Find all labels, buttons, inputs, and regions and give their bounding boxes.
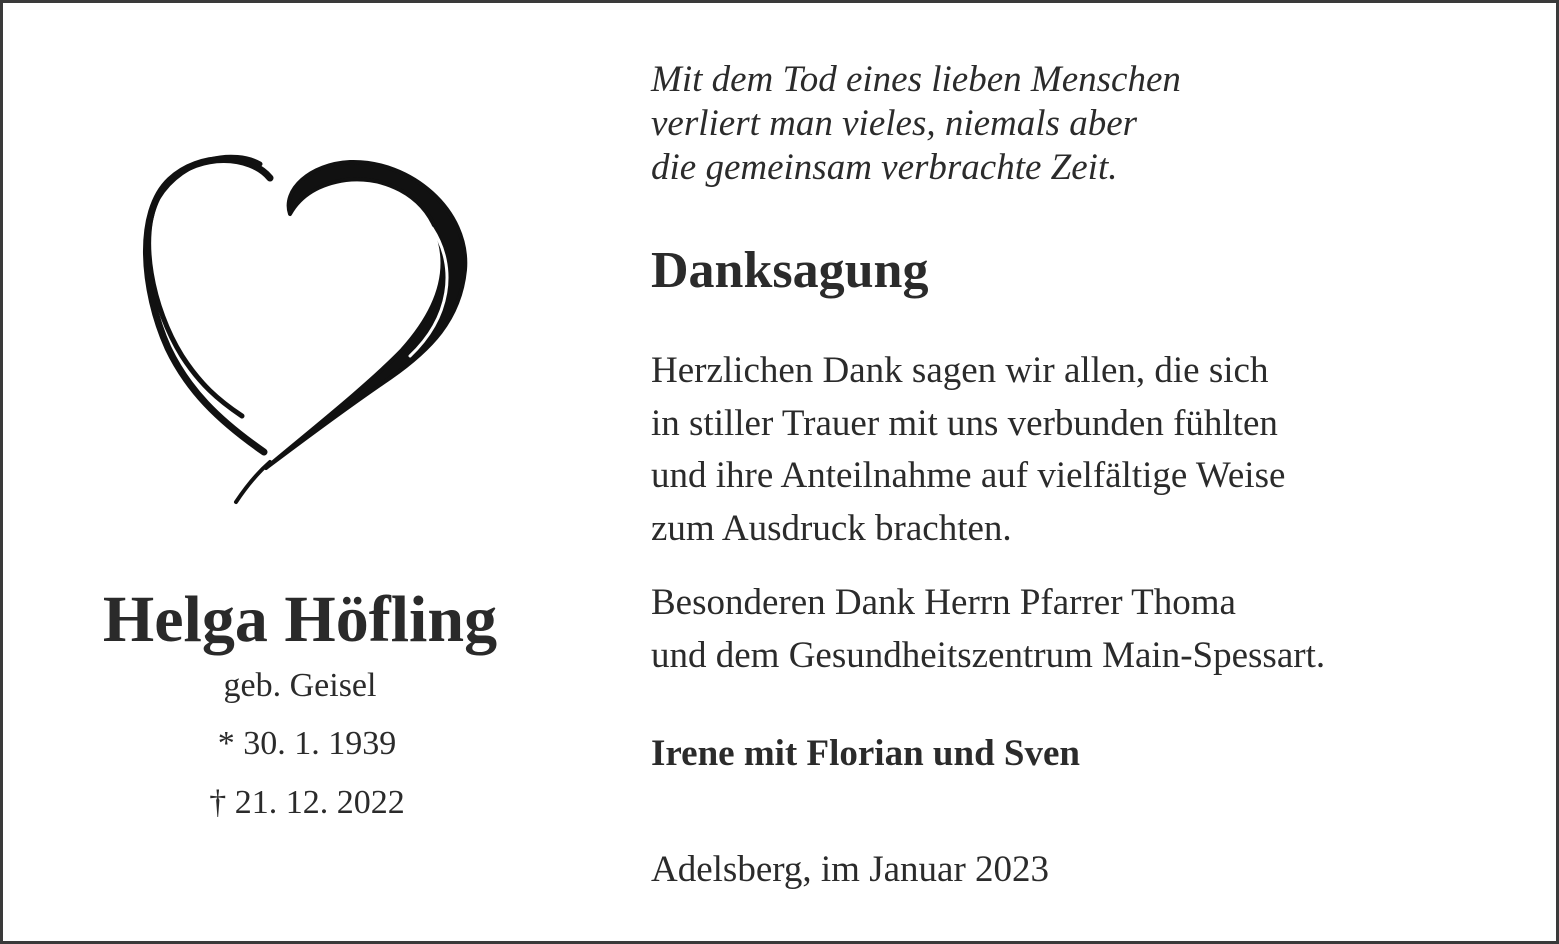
place-date: Adelsberg, im Januar 2023 [651, 849, 1050, 890]
left-column [0, 0, 600, 944]
birth-name: geb. Geisel [223, 667, 377, 704]
paragraph-line: und ihre Anteilnahme auf vielfältige Weise [651, 455, 1286, 496]
memorial-quote [651, 58, 1181, 190]
paragraph-line: zum Ausdruck brachten. [651, 507, 1012, 549]
quote-line: verliert man vieles, niemals aber [651, 103, 1138, 144]
family-signature: Irene mit Florian und Sven [651, 733, 1080, 774]
paragraph-line: Besonderen Dank Herrn Pfarrer Thoma [651, 582, 1236, 623]
quote-line: die gemeinsam verbrachte Zeit. [651, 147, 1118, 188]
quote-line: Mit dem Tod eines lieben Menschen [651, 59, 1181, 100]
death-date: † 21. 12. 2022 [209, 784, 405, 821]
birth-date: * 30. 1. 1939 [217, 725, 397, 762]
paragraph-line: und dem Gesundheitszentrum Main-Spessart. [651, 634, 1326, 676]
notice-heading: Danksagung [651, 242, 929, 299]
deceased-name: Helga Höfling [102, 583, 498, 656]
paragraph-line: in stiller Trauer mit uns verbunden fühlten [651, 402, 1278, 444]
heart-icon [140, 150, 480, 510]
paragraph-line: Herzlichen Dank sagen wir allen, die sich [651, 350, 1269, 391]
special-thanks-paragraph [651, 577, 1325, 682]
thanks-paragraph [651, 345, 1285, 555]
